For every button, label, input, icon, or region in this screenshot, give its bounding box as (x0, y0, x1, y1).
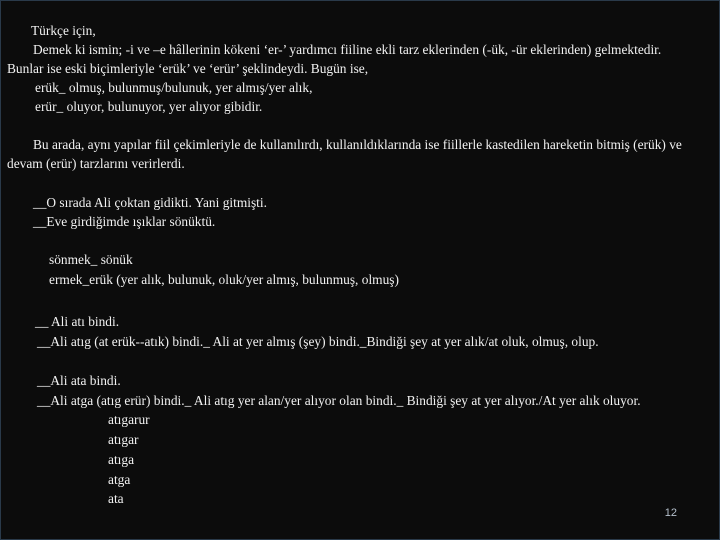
example-ati-bindi: __ Ali atı bindi. (35, 314, 120, 329)
intro-heading: Türkçe için, (31, 23, 96, 38)
example-atig-bindi: __Ali atıg (at erük--atık) bindi._ Ali at yer almış (şey) bindi._Bindiği şey at yer alık/at oluk, olmuş, olup. (37, 334, 599, 349)
page-number: 12 (664, 507, 677, 519)
example-ata-bindi: __Ali ata bindi. (37, 373, 121, 388)
example-gidikti: __O sırada Ali çoktan gidikti. Yani gitmişti. (33, 195, 267, 210)
chain-item: atıgar (108, 432, 139, 447)
form-eruk: ermek_erük (yer alık, bulunuk, oluk/yer almış, bulunmuş, olmuş) (49, 272, 399, 287)
usage-paragraph: Bu arada, aynı yapılar fiil çekimleriyle de kullanılırdı, kullanıldıklarında ise fiillerle kastedilen hareketin bitmiş (erük) ve devam (erür) tarzlarını verirlerdi. (7, 137, 682, 171)
example-atga-bindi: __Ali atga (atıg erür) bindi._ Ali atıg yer alan/yer alıyor olan bindi._ Bindiği şey at yer alıyor./At yer alık oluyor. (37, 393, 641, 408)
chain-item: atga (108, 472, 131, 487)
chain-item: ata (108, 491, 124, 506)
intro-paragraph: Demek ki ismin; -i ve –e hâllerinin kökeni ‘er-’ yardımcı fiiline ekli tarz eklerinden (-ük, -ür eklerinden) gelmektedir. Bunlar ise eski biçimleriyle ‘erük’ ve ‘erür’ şeklindeydi. Bugün ise, (7, 42, 662, 76)
intro-line-eruk: erük_ olmuş, bulunmuş/bulunuk, yer almış/yer alık, (35, 80, 313, 95)
form-sonuk: sönmek_ sönük (49, 252, 133, 267)
chain-item: atıgarur (108, 412, 150, 427)
chain-item: atıga (108, 452, 135, 467)
example-sonuktu: __Eve girdiğimde ışıklar sönüktü. (33, 214, 216, 229)
intro-line-erur: erür_ oluyor, bulunuyor, yer alıyor gibidir. (35, 99, 263, 114)
